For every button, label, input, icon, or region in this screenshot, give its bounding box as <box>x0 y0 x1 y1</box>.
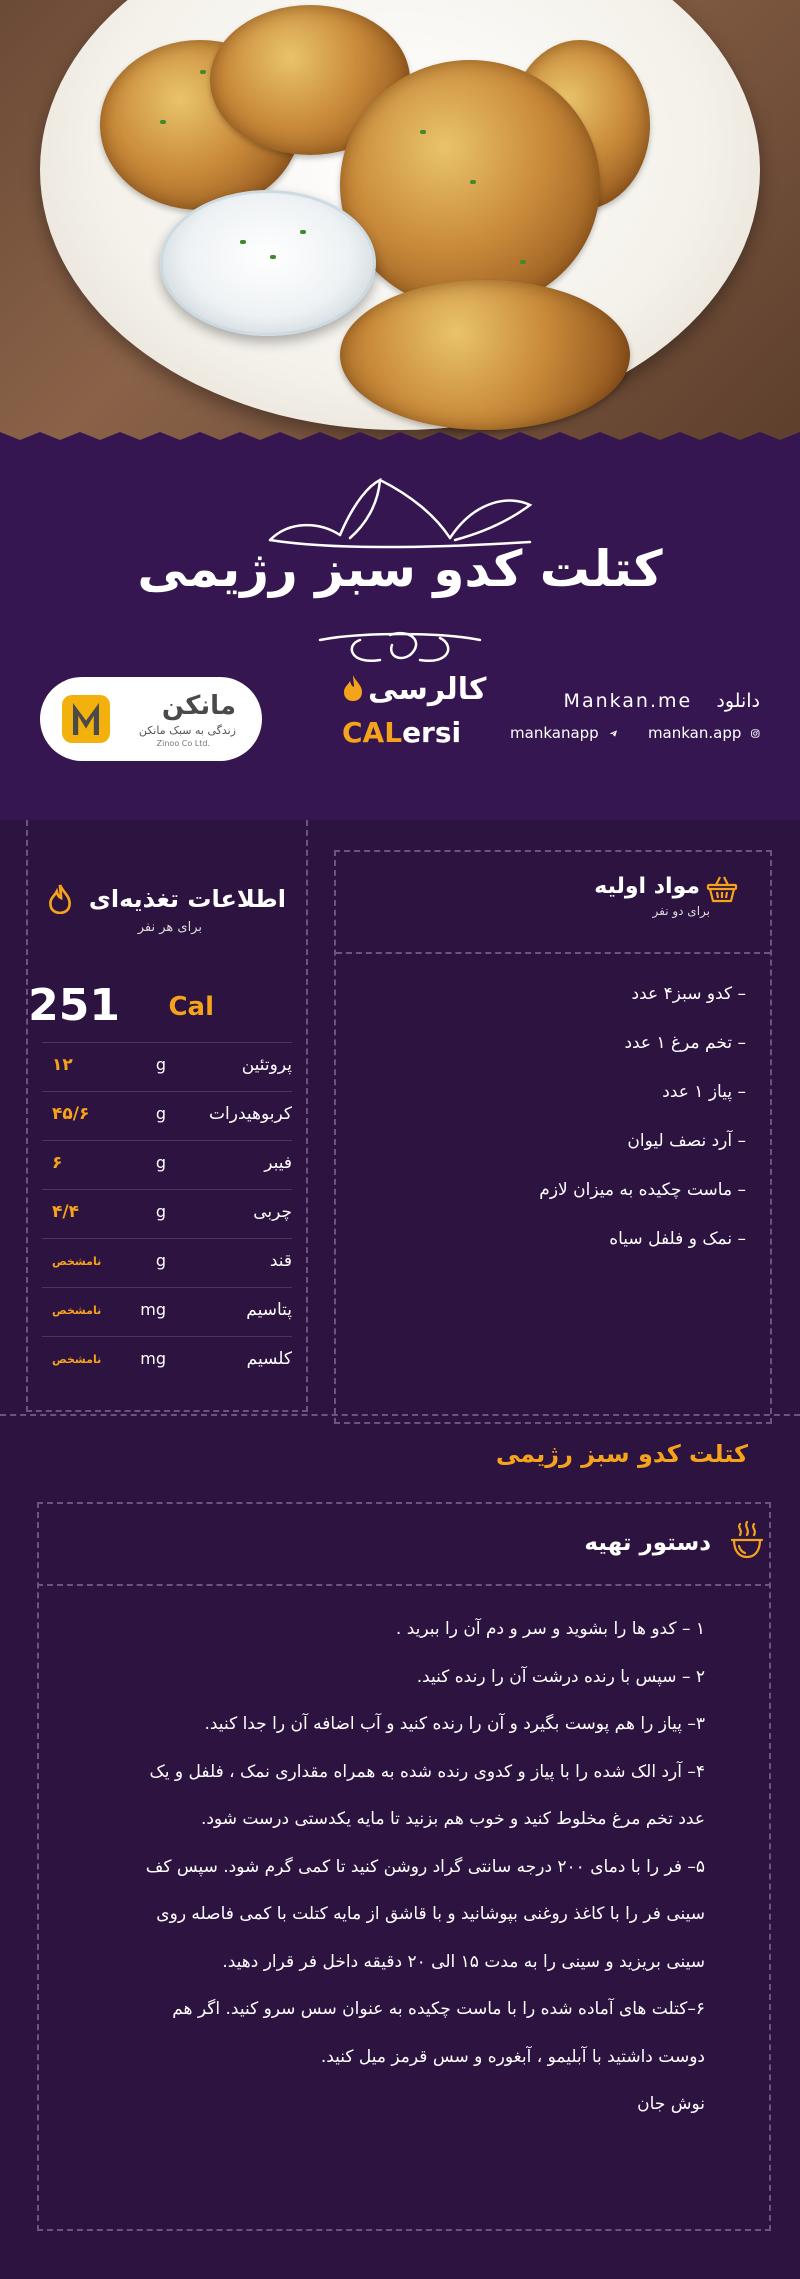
ingredient-item: – تخم مرغ ۱ عدد <box>624 1033 746 1053</box>
ingredients-box <box>334 850 772 1424</box>
ingredient-item: – پیاز ۱ عدد <box>662 1082 746 1102</box>
nutrient-unit: g <box>155 1153 166 1172</box>
nutrient-value: ۱۲ <box>52 1055 73 1075</box>
nutrition-heading: اطلاعات تغذیه‌ای <box>88 885 286 913</box>
instruction-line: دوست داشتید با آبلیمو ، آبغوره و سس قرمز میل کنید. <box>320 2046 705 2067</box>
cutlet-image <box>340 60 600 310</box>
nutrient-name: چربی <box>253 1202 292 1222</box>
instruction-line: سینی بریزید و سینی را به مدت ۱۵ الی ۲۰ دقیقه داخل فر قرار دهید. <box>222 1951 705 1972</box>
instructions-list <box>65 1606 705 2129</box>
nutrient-name: قند <box>269 1251 292 1271</box>
basket-icon <box>706 874 738 904</box>
yogurt-bowl <box>160 190 376 336</box>
header <box>0 440 800 820</box>
flame-icon <box>342 674 364 702</box>
calories-value: 251 <box>28 980 120 1031</box>
nutrition-row <box>42 1140 292 1189</box>
nutrient-name: کربوهیدرات <box>209 1104 292 1124</box>
pot-steam-icon <box>729 1520 765 1560</box>
instruction-line: سینی فر را با کاغذ روغنی بپوشانید و با قاشق از مایه کتلت با کمی فاصله روی <box>156 1904 705 1924</box>
download-info <box>510 690 760 742</box>
nutrient-name: پتاسیم <box>246 1300 292 1320</box>
instruction-line: ۵– فر را با دمای ۲۰۰ درجه سانتی گراد روشن کنید تا کمی گرم شود. سپس کف <box>145 1856 705 1877</box>
ingredient-item: – کدو سبز۴ عدد <box>631 984 746 1004</box>
instructions-box <box>37 1502 771 2231</box>
calersi-logo-fa: کالرسی <box>368 672 487 707</box>
ingredients-list <box>539 970 746 1264</box>
telegram-icon <box>609 727 618 740</box>
nutrition-box <box>26 820 308 1412</box>
calersi-logo <box>340 672 487 764</box>
nutrition-row <box>42 1336 292 1385</box>
nutrient-name: پروتئین <box>241 1055 292 1075</box>
mankan-logo-tagline: زندگی به سبک مانکن <box>138 724 236 737</box>
ingredient-item: – آرد نصف لیوان <box>627 1131 746 1151</box>
telegram-handle[interactable]: mankanapp <box>510 724 599 742</box>
nutrient-value: نامشخص <box>52 1255 102 1268</box>
nutrition-row <box>42 1238 292 1287</box>
mankan-logo-name: مانکن <box>161 691 236 721</box>
nutrient-value: نامشخص <box>52 1353 102 1366</box>
nutrient-value: ۶ <box>52 1153 63 1173</box>
mankan-logo-company: Zinoo Co Ltd. <box>156 739 210 748</box>
calersi-logo-en-rest: ersi <box>402 716 462 749</box>
download-site-link[interactable]: Mankan.me <box>563 690 693 712</box>
download-line <box>510 690 760 712</box>
instruction-line: ۱ – کدو ها را بشوید و سر و دم آن را ببرید . <box>395 1619 705 1639</box>
ingredient-item: – ماست چکیده به میزان لازم <box>539 1180 746 1200</box>
nutrient-name: کلسیم <box>246 1349 292 1369</box>
nutrient-unit: g <box>155 1251 166 1270</box>
instruction-line: ۲ – سپس با رنده درشت آن را رنده کنید. <box>416 1666 705 1687</box>
calersi-logo-en <box>342 716 461 749</box>
section-divider <box>0 1414 800 1416</box>
instructions-divider <box>37 1584 771 1586</box>
instagram-handle[interactable]: mankan.app <box>647 724 742 742</box>
social-links <box>510 724 760 742</box>
ingredients-divider <box>336 952 770 954</box>
ingredients-subheading: برای دو نفر <box>652 904 710 918</box>
nutrient-unit: mg <box>140 1349 166 1368</box>
nutrient-unit: g <box>155 1202 166 1221</box>
download-label: دانلود <box>716 690 760 712</box>
nutrient-unit: mg <box>140 1300 166 1319</box>
nutrition-row <box>42 1091 292 1140</box>
instruction-line: عدد تخم مرغ مخلوط کنید و خوب هم بزنید تا مایه یکدستی درست شود. <box>200 1809 705 1829</box>
nutrient-unit: g <box>155 1055 166 1074</box>
nutrition-row <box>42 1189 292 1238</box>
cutlet-image <box>340 280 630 430</box>
flame-icon <box>48 884 72 914</box>
nutrient-name: فیبر <box>264 1153 292 1173</box>
nutrient-value: ۴۵/۶ <box>52 1104 90 1124</box>
zigzag-edge <box>0 420 800 440</box>
nutrient-value: ۴/۴ <box>52 1202 79 1222</box>
nutrition-row <box>42 1042 292 1091</box>
nutrition-row <box>42 1287 292 1336</box>
instagram-icon <box>751 727 760 740</box>
instruction-line: ۴– آرد الک شده را با پیاز و کدوی رنده شده به همراه مقداری نمک ، فلفل و یک <box>149 1761 705 1782</box>
instructions-heading: دستور تهیه <box>584 1530 711 1556</box>
food-photo <box>0 0 800 440</box>
page-title: کتلت کدو سبز رژیمی <box>137 540 663 598</box>
instruction-line: نوش جان <box>637 2094 705 2114</box>
recipe-title: کتلت کدو سبز رژیمی <box>495 1440 748 1468</box>
mankan-logo <box>40 677 262 761</box>
calories-unit: Cal <box>168 992 214 1022</box>
nutrient-value: نامشخص <box>52 1304 102 1317</box>
instruction-line: ۶–کتلت های آماده شده را با ماست چکیده به عنوان سس سرو کنید. اگر هم <box>172 1999 705 2019</box>
nutrition-subheading: برای هر نفر <box>137 920 202 935</box>
instruction-line: ۳– پیاز را هم پوست بگیرد و آن را رنده کنید و آب اضافه آن را جدا کنید. <box>204 1714 705 1734</box>
nutrition-table <box>42 1042 292 1385</box>
ingredient-item: – نمک و فلفل سیاه <box>609 1229 746 1249</box>
mankan-logo-icon <box>62 695 110 743</box>
calersi-logo-en-cal: CAL <box>342 716 403 749</box>
content <box>0 820 800 2279</box>
nutrient-unit: g <box>155 1104 166 1123</box>
ingredients-heading: مواد اولیه <box>594 874 700 899</box>
